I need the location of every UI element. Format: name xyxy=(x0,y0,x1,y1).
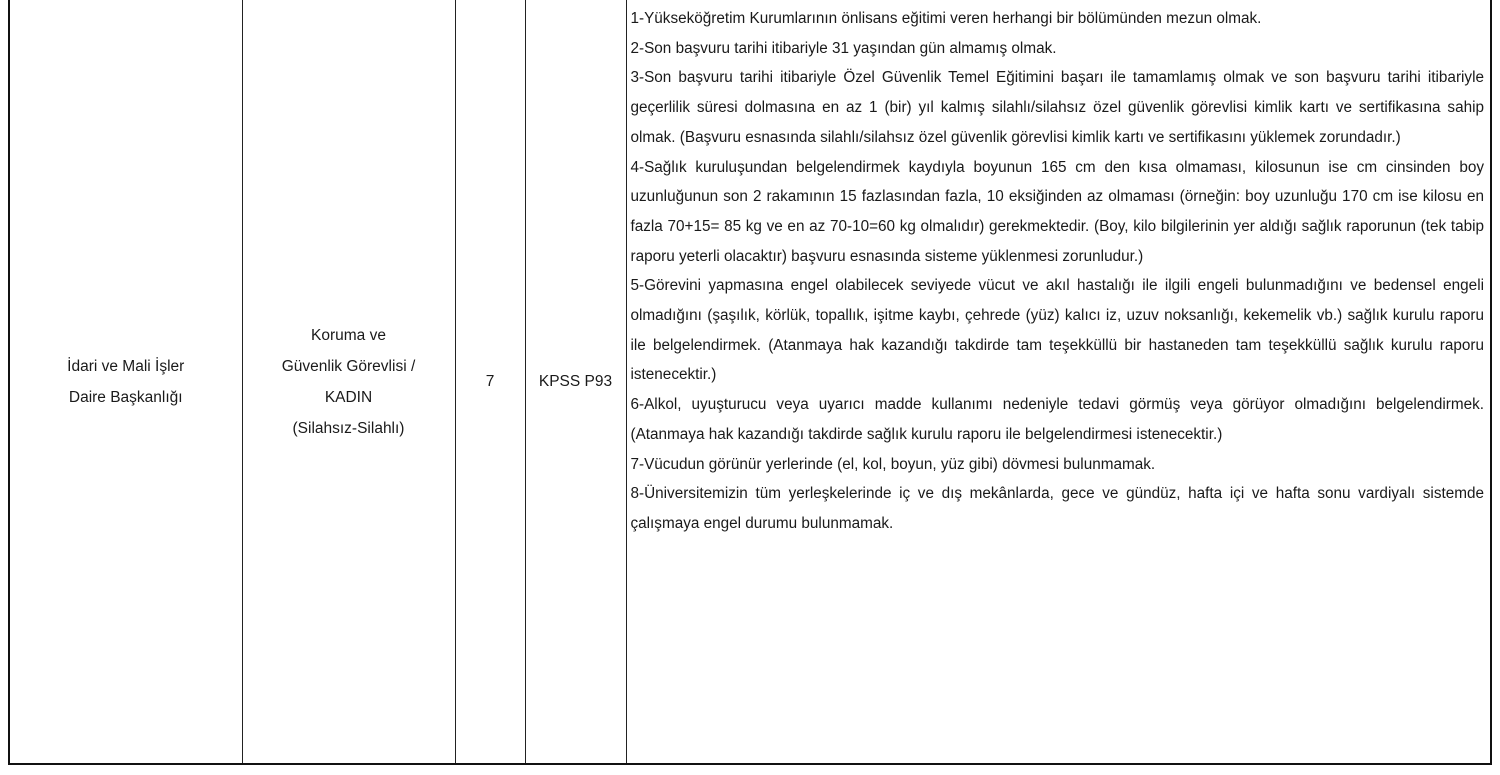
count-cell: 7 xyxy=(455,0,525,763)
position-line-4: (Silahsız-Silahlı) xyxy=(292,419,405,437)
criteria-item-8: 8-Üniversitemizin tüm yerleşkelerinde iç ve dış mekânlarda, gece ve gündüz, hafta içi ve hafta sonu vardiyalı sistemde çalışmaya engel durumu bulunmamak. xyxy=(630,485,1484,532)
score-type-cell: KPSS P93 xyxy=(525,0,626,763)
criteria-item-5: 5-Görevini yapmasına engel olabilecek seviyede vücut ve akıl hastalığı ile ilgili engeli bulunmadığını ve bedensel engeli olmadığını (şaşılık, körlük, topallık, işitme kaybı, çehrede (yüz) kalıcı iz, uzuv noksanlığı, kekemelik vb.) sağlık kurulu raporu ile belgelendirmek. (Atanmaya hak kazandığı takdirde tam teşekküllü bir hastaneden tam teşekküllü sağlık kurulu raporu istenecektir.) xyxy=(630,277,1484,384)
position-line-3: KADIN xyxy=(324,388,373,406)
criteria-item-2: 2-Son başvuru tarihi itibariyle 31 yaşından gün almamış olmak. xyxy=(630,39,1057,57)
table-row xyxy=(10,0,1490,763)
position-cell xyxy=(242,0,455,763)
position-line-1: Koruma ve xyxy=(311,326,386,344)
position-line-2: Güvenlik Görevlisi / xyxy=(281,357,416,375)
unit-name-line-2: Daire Başkanlığı xyxy=(68,388,183,406)
criteria-item-3: 3-Son başvuru tarihi itibariyle Özel Güvenlik Temel Eğitimini başarı ile tamamlamış olmak ve son başvuru tarihi itibariyle geçerlilik süresi dolmasına en az 1 (bir) yıl kalmış silahlı/silahsız özel güvenlik görevlisi kimlik kartı ve sertifikasına sahip olmak. (Başvuru esnasında silahlı/silahsız özel güvenlik görevlisi kimlik kartı ve sertifikasını yüklemek zorundadır.) xyxy=(630,69,1484,146)
requirements-table xyxy=(10,0,1490,763)
criteria-cell xyxy=(626,0,1490,763)
unit-name-line-1: İdari ve Mali İşler xyxy=(67,357,185,375)
unit-cell xyxy=(10,0,242,763)
criteria-item-7: 7-Vücudun görünür yerlerinde (el, kol, boyun, yüz gibi) dövmesi bulunmamak. xyxy=(630,455,1156,473)
criteria-item-1: 1-Yükseköğretim Kurumlarının önlisans eğitimi veren herhangi bir bölümünden mezun olmak. xyxy=(630,10,1262,27)
job-listing-table xyxy=(8,0,1492,765)
criteria-item-4: 4-Sağlık kuruluşundan belgelendirmek kaydıyla boyunun 165 cm den kısa olmaması, kilosunun ise cm cinsinden boy uzunluğunun son 2 rakamının 15 fazlasından fazla, 10 eksiğinden az olmaması (örneğin: boy uzunluğu 170 cm ise kilosu en fazla 70+15= 85 kg ve en az 70-10=60 kg olmalıdır) gerekmektedir. (Boy, kilo bilgilerinin yer aldığı sağlık raporunun (tek tabip raporu yeterli olacaktır) başvuru esnasında sisteme yüklenmesi zorunludur.) xyxy=(630,158,1484,265)
criteria-item-6: 6-Alkol, uyuşturucu veya uyarıcı madde kullanımı nedeniyle tedavi görmüş veya görüyor olmadığını belgelendirmek. (Atanmaya hak kazandığı takdirde sağlık kurulu raporu ile belgelendirmesi istenecektir.) xyxy=(630,396,1484,443)
